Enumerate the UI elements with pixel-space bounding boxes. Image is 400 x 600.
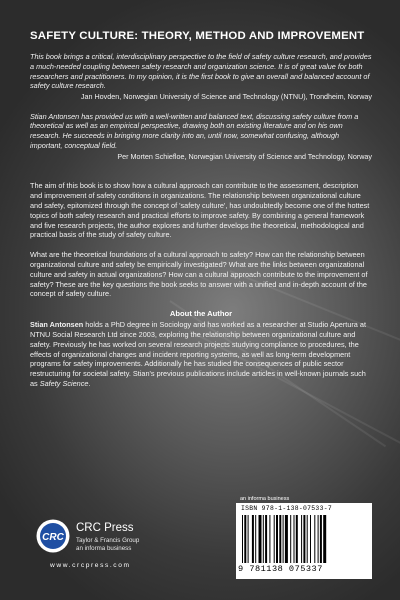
isbn-text: ISBN 978-1-138-07533-7 bbox=[241, 505, 332, 512]
journal-name: Safety Science bbox=[39, 378, 89, 388]
logo-text: CRC bbox=[42, 532, 64, 543]
informa-label: an informa business bbox=[240, 496, 290, 502]
publisher-subline bbox=[76, 537, 139, 552]
author-bio bbox=[30, 320, 372, 389]
barcode-icon bbox=[242, 515, 366, 563]
publisher-name: CRC Press bbox=[76, 522, 134, 534]
description-paragraph: The aim of this book is to show how a cultural approach can contribute to the assessment, description and improvement of safety conditions in organizations. The relationship between organizational culture and safety, epitomized through the concept of 'safety culture', has undoubtedly become one of the hottest topics of both safety research and practical efforts to improve safety. By combining a general framework and five research projects, the author explores and further develops the theoretical, methodological and practical basis of the study of safety culture. bbox=[30, 181, 370, 240]
publisher-group: Taylor & Francis Group bbox=[76, 537, 140, 544]
review-attribution: Jan Hovden, Norwegian University of Science and Technology (NTNU), Trondheim, Norway bbox=[80, 92, 372, 102]
publisher-url: www.crcpress.com bbox=[50, 562, 131, 569]
review-quote: Stian Antonsen has provided us with a well-written and balanced text, discussing safety culture from a theoretical as well as an empirical perspective, drawing both on existing literature and on his own research. He succeeds in bringing more clarity into an, until now, somewhat confusing, although important, conceptual field. bbox=[30, 111, 359, 151]
description-paragraph: What are the theoretical foundations of a cultural approach to safety? How can the relationship between organizational culture and safety be empirically investigated? What are the links between organizational culture and safety in actual organizations? How can a cultural approach contribute to the improvement of safety? These are the key questions the book seeks to answer with a unified and in-depth account of the concept of safety culture. bbox=[30, 250, 368, 299]
barcode-box bbox=[236, 503, 372, 579]
author-bio-text: holds a PhD degree in Sociology and has worked as a researcher at Studio Apertura at NTNU Social Research Ltd since 2003, exploring the relationship between organizational culture and safety. Previously he has worked on several research projects studying compliance to procedures, the effects of organizational changes and incident reporting systems, as well as long-term development programs for safety improvements. Additionally he has studied the consequences of public sector restructuring for societal safety. Stian's previous publications include articles in well-known journals such as bbox=[30, 320, 366, 388]
crc-press-logo bbox=[36, 519, 70, 553]
review-quote: This book brings a critical, interdisciplinary perspective to the field of safety culture research, and provides a much-needed coupling between safety research and organization science. It is of great value for both researchers and practitioners. In my opinion, it is the first book to give an overall and balanced account of safety culture research. bbox=[30, 52, 372, 91]
cover-text bbox=[30, 30, 372, 389]
book-title: SAFETY CULTURE: THEORY, METHOD AND IMPROVEMENT bbox=[30, 30, 365, 42]
review-attribution: Per Morten Schiefloe, Norwegian University of Science and Technology, Norway bbox=[117, 151, 372, 161]
about-author-heading: About the Author bbox=[169, 309, 233, 319]
publisher-block bbox=[32, 515, 192, 575]
author-name: Stian Antonsen bbox=[30, 320, 84, 330]
author-bio-end: . bbox=[88, 378, 91, 388]
barcode-digits: 9 781138 075337 bbox=[238, 564, 323, 574]
publisher-business: an informa business bbox=[76, 544, 132, 552]
